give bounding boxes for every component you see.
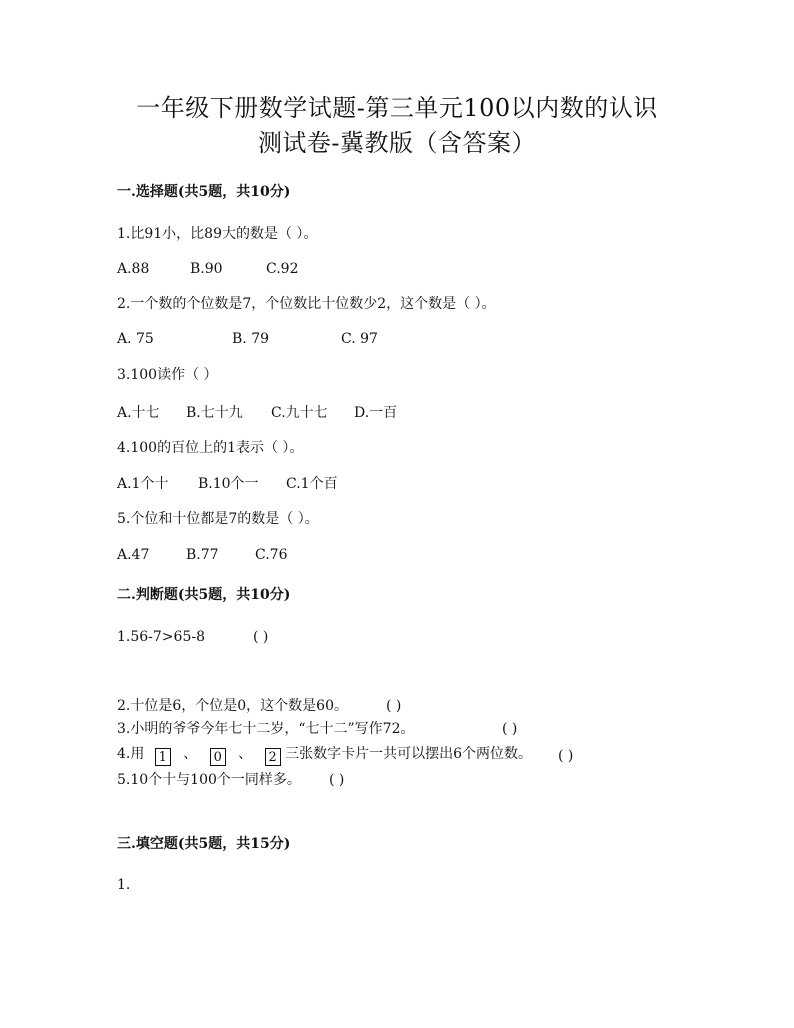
judge-question-1: 1.56-7>65-8 xyxy=(117,629,205,645)
option-2c: C. 97 xyxy=(341,331,378,347)
question-5: 5.个位和十位都是7的数是（ ）。 xyxy=(117,511,319,527)
option-5c: C.76 xyxy=(255,547,288,563)
option-4b: B.10个一 xyxy=(198,476,259,492)
question-2: 2.一个数的个位数是7，个位数比十位数少2，这个数是（ ）。 xyxy=(117,296,496,312)
option-4c: C.1个百 xyxy=(286,476,338,492)
page-title-line1: 一年级下册数学试题-第三单元100以内数的认识 xyxy=(136,94,658,122)
judge-question-4 xyxy=(117,745,532,766)
section-heading-choice: 一.选择题(共5题，共10分) xyxy=(117,184,291,200)
number-card-2: 2 xyxy=(265,748,281,766)
judge-question-5: 5.10个十与100个一同样多。 xyxy=(117,772,301,788)
option-2b: B. 79 xyxy=(232,331,270,347)
judge-question-2: 2.十位是6，个位是0，这个数是60。 xyxy=(117,698,348,714)
question-3: 3.100读作（ ） xyxy=(117,367,218,383)
judge-paren-5: ( ) xyxy=(329,772,345,788)
option-1a: A.88 xyxy=(117,261,150,277)
question-1: 1.比91小，比89大的数是（ ）。 xyxy=(117,226,318,242)
option-3c: C.九十七 xyxy=(271,405,328,421)
fill-question-1: 1. xyxy=(117,877,131,893)
card-separator: 、 xyxy=(183,746,198,762)
page-title-line2: 测试卷-冀教版（含答案） xyxy=(257,129,537,157)
judge-paren-3: ( ) xyxy=(502,721,518,737)
option-1b: B.90 xyxy=(190,261,223,277)
option-5b: B.77 xyxy=(186,547,219,563)
option-5a: A.47 xyxy=(117,547,150,563)
question-4: 4.100的百位上的1表示（ ）。 xyxy=(117,440,304,456)
section-heading-fill: 三.填空题(共5题，共15分) xyxy=(117,836,291,852)
judge-paren-2: ( ) xyxy=(386,698,402,714)
judge-q4-suffix: 三张数字卡片一共可以摆出6个两位数。 xyxy=(285,746,532,762)
judge-q4-prefix: 4.用 xyxy=(117,746,145,762)
option-3b: B.七十九 xyxy=(186,405,243,421)
option-3d: D.一百 xyxy=(354,405,398,421)
option-3a: A.十七 xyxy=(117,405,160,421)
judge-paren-4: ( ) xyxy=(558,748,574,764)
section-heading-judge: 二.判断题(共5题，共10分) xyxy=(117,587,291,603)
option-4a: A.1个十 xyxy=(117,476,169,492)
judge-paren-1: ( ) xyxy=(253,629,269,645)
card-separator: 、 xyxy=(238,746,253,762)
number-card-0: 0 xyxy=(210,748,226,766)
number-card-1: 1 xyxy=(155,748,171,766)
option-2a: A. 75 xyxy=(117,331,154,347)
option-1c: C.92 xyxy=(266,261,299,277)
judge-question-3: 3.小明的爷爷今年七十二岁，“七十二”写作72。 xyxy=(117,721,415,737)
